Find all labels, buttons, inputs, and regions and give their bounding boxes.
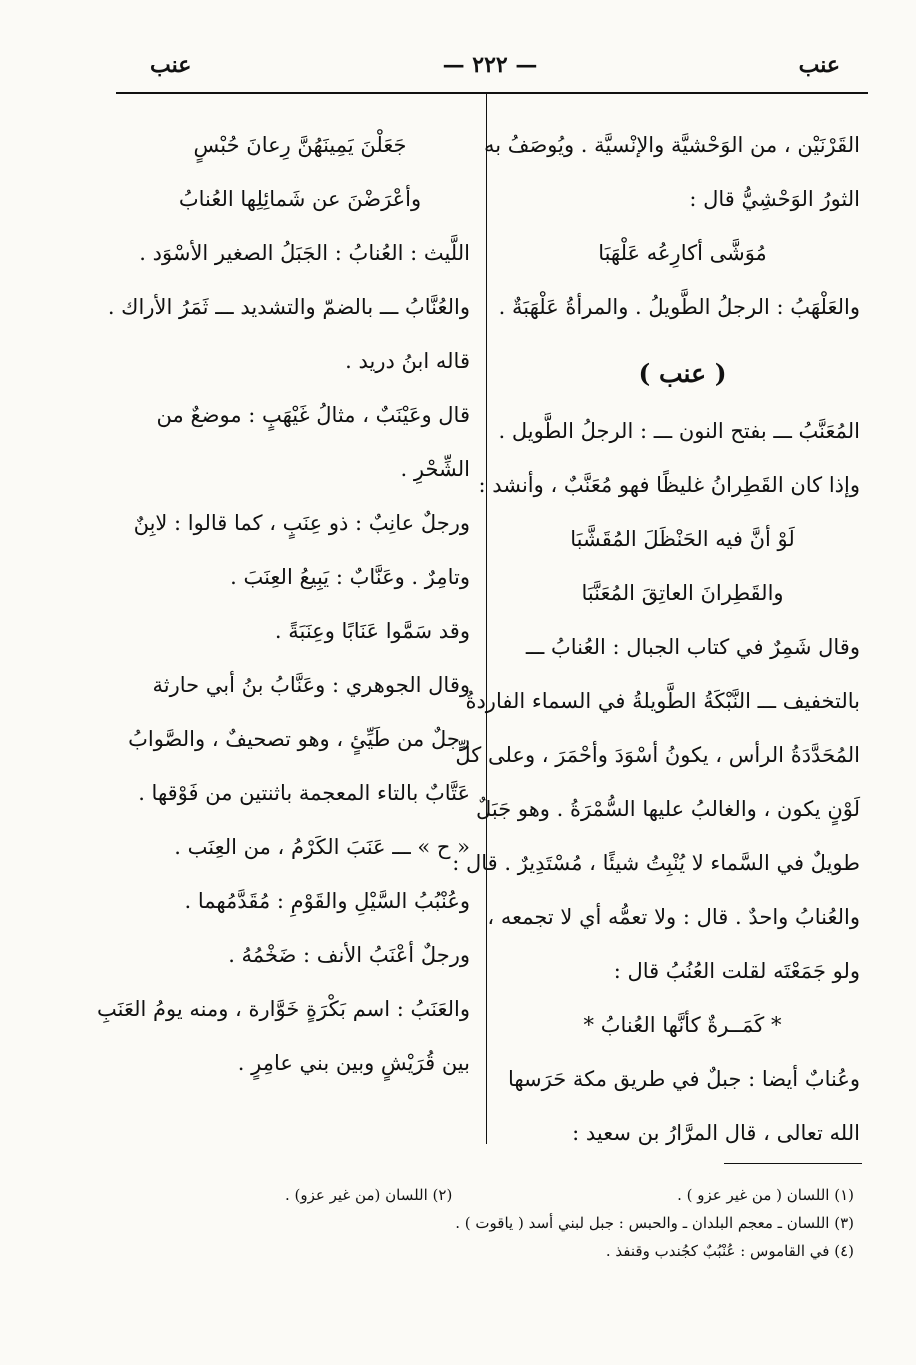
text-line: وقال الجوهري : وعَنَّابُ بنُ أبي حارثة bbox=[152, 673, 470, 697]
text-line: « ح » ـــ عَنَبَ الكَرْمُ ، من العِنَب . bbox=[174, 835, 470, 859]
text-line: الشِّحْرِ . bbox=[400, 457, 470, 481]
running-head-right: عنب bbox=[798, 52, 840, 78]
footnote-4: (٤) في القاموس : عُنْبُبٌ كجُندب وقنفذ . bbox=[605, 1242, 854, 1260]
text-line: وقال شَمِرٌ في كتاب الجبال : العُنابُ ـــ bbox=[525, 635, 860, 659]
text-line: لَوْنٍ يكون ، والغالبُ عليها السُّمْرَةُ . وهو جَبَلٌ bbox=[475, 797, 860, 821]
text-line: وإذا كان القَطِرانُ غليظًا فهو مُعَنَّبٌ ، وأنشد : bbox=[478, 473, 860, 497]
text-line: والعَلْهَبُ : الرجلُ الطَّويلُ . والمرأةُ عَلْهَبَةٌ . bbox=[498, 295, 860, 319]
verse-line: والقَطِرانَ العاتِقَ المُعَنَّبَا bbox=[581, 581, 784, 605]
text-line: الله تعالى ، قال المرَّارُ بن سعيد : bbox=[572, 1121, 860, 1145]
text-line: والعُنابُ واحدٌ . قال : ولا تعمُّه أي لا تجمعه ، bbox=[487, 905, 860, 929]
verse-line: مُوَشَّى أكارِعُه عَلْهَبَا bbox=[598, 241, 767, 265]
text-line: اللَّيث : العُنابُ : الجَبَلُ الصغير الأسْوَد . bbox=[139, 241, 470, 265]
footnote-2: (٢) اللسان (من غير عزو) . bbox=[285, 1186, 453, 1204]
text-line: وتامِرٌ . وعَنَّابٌ : يَبِيعُ العِنَبَ . bbox=[230, 565, 470, 589]
text-line: ورجلٌ أعْنَبُ الأنف : ضَخْمُهُ . bbox=[228, 943, 470, 967]
footnote-rule bbox=[724, 1163, 862, 1164]
text-line: وقد سَمَّوا عَنَابًا وعِنَبَةً . bbox=[274, 619, 470, 643]
footnote-3: (٣) اللسان ـ معجم البلدان ـ والحبس : جبل لبني أسد ( ياقوت ) . bbox=[455, 1214, 854, 1232]
text-line: قاله ابنُ دريد . bbox=[345, 349, 470, 373]
text-line: بالتخفيف ـــ النَّبْكَةُ الطَّويلةُ في السماء الفاردةُ bbox=[465, 689, 860, 713]
verse-line: * كَمَــرةٌ كأنَّها العُنابُ * bbox=[583, 1013, 782, 1037]
left-column bbox=[97, 118, 470, 1090]
verse-line: وأعْرَضْنَ عن شَمائِلِها العُنابُ bbox=[178, 187, 422, 211]
text-line: المُعَنَّبُ ـــ بفتح النون ـــ : الرجلُ الطَّويل . bbox=[498, 419, 860, 443]
verse-line: جَعَلْنَ يَمِينَهُنَّ رِعانَ حُبْسٍ bbox=[193, 133, 407, 157]
text-line: ولو جَمَعْتَه لقلت العُنُبُ قال : bbox=[613, 959, 860, 983]
entry-heading: ( عنب ) bbox=[638, 359, 727, 388]
text-line: المُحَدَّدَةُ الرأس ، يكونُ أسْوَدَ وأحْمَرَ ، وعلى كلِّ bbox=[455, 743, 860, 767]
text-line: ورجلٌ عانِبٌ : ذو عِنَبٍ ، كما قالوا : لابِنٌ bbox=[133, 511, 470, 535]
text-line: قال وعَيْنَبٌ ، مثالُ غَيْهَبٍ : موضعٌ من bbox=[156, 403, 470, 427]
footnote-1: (١) اللسان ( من غير عزو ) . bbox=[677, 1186, 854, 1204]
text-line: وعُنْبُبُ السَّيْلِ والقَوْمِ : مُقَدَّمُهما . bbox=[184, 889, 470, 913]
page-number: — ٢٢٢ — bbox=[442, 52, 538, 78]
text-line: بين قُرَيْشٍ وبين بني عامِرٍ . bbox=[237, 1051, 470, 1075]
text-line: القَرْنَيْن ، من الوَحْشيَّة والإنْسيَّة . ويُوصَفُ به bbox=[483, 133, 860, 157]
column-divider bbox=[486, 94, 487, 1144]
text-line: الثورُ الوَحْشِيُّ قال : bbox=[689, 187, 860, 211]
text-line: عَتَّابٌ بالتاء المعجمة باثنتين من فَوْقها . bbox=[138, 781, 470, 805]
text-line: والعَنَبُ : اسم بَكْرَةٍ خَوَّارة ، ومنه يومُ العَنَبِ bbox=[97, 997, 470, 1021]
header-rule bbox=[116, 92, 868, 94]
verse-line: لَوْ أنَّ فيه الحَنْظَلَ المُقَشَّبَا bbox=[570, 527, 795, 551]
text-line: وعُنابٌ أيضا : جبلٌ في طريق مكة حَرَسها bbox=[507, 1067, 860, 1091]
text-line: طويلٌ في السَّماء لا يُنْبِتُ شيئًا ، مُسْتَدِيرٌ . قال : bbox=[452, 851, 860, 875]
running-head-left: عنب bbox=[150, 52, 192, 78]
text-line: رجلٌ من طَيِّئٍ ، وهو تصحيفٌ ، والصَّوابُ bbox=[128, 727, 470, 751]
right-column bbox=[452, 118, 860, 1160]
text-line: والعُنَّابُ ـــ بالضمّ والتشديد ـــ ثَمَرُ الأراك . bbox=[107, 295, 470, 319]
